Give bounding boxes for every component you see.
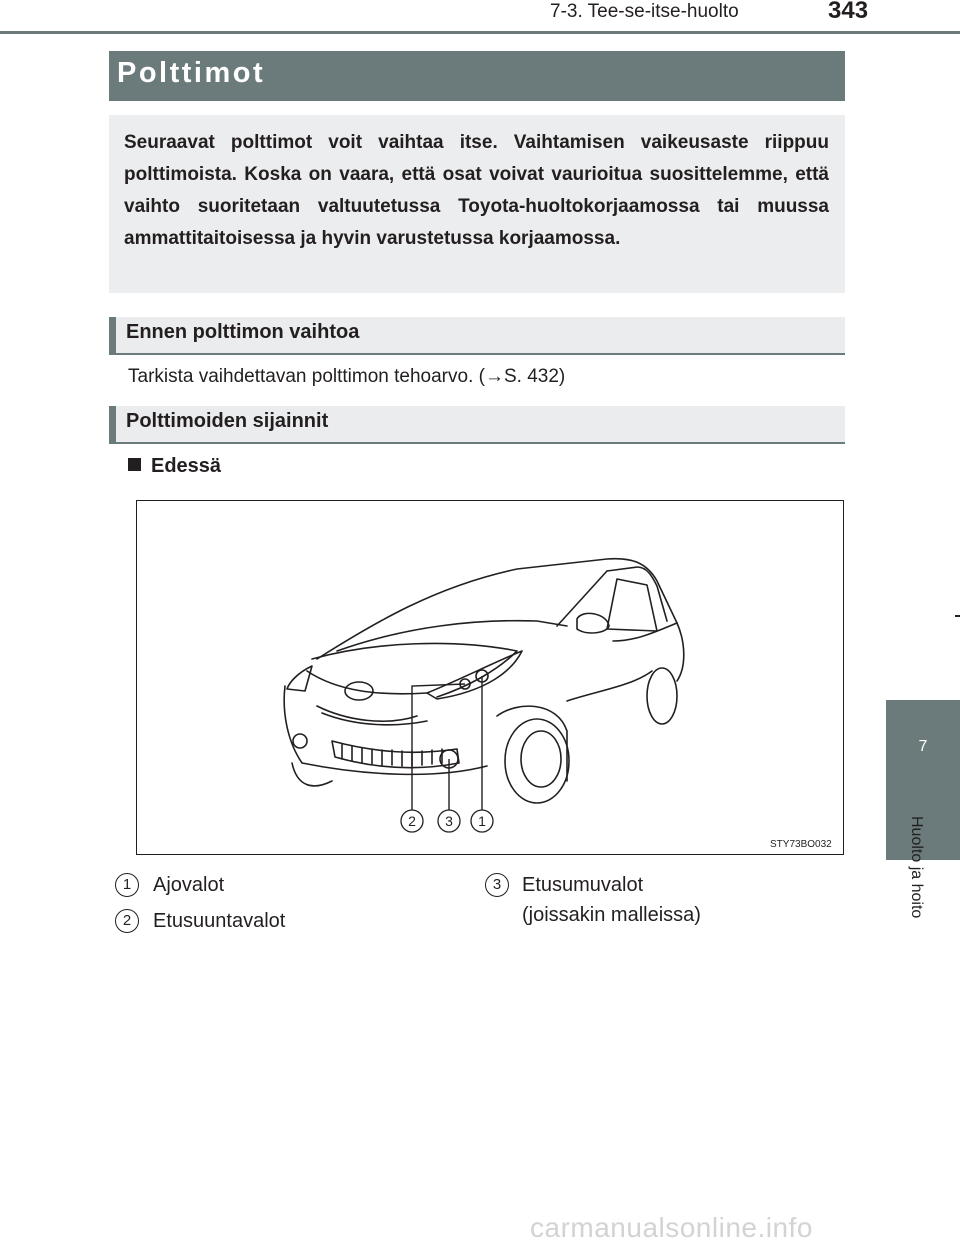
legend-label-headlights: Ajovalot — [153, 874, 225, 896]
legend-number-3: 3 — [485, 873, 509, 897]
legend-label-turn-signals: Etusuuntavalot — [153, 910, 286, 932]
subhead-accent-bar — [109, 406, 116, 442]
legend-label-fog-lights: Etusumuvalot — [522, 874, 644, 896]
section-label-text: Edessä — [151, 455, 222, 477]
hood — [312, 643, 517, 697]
intro-text: Seuraavat polttimot voit vaihtaa itse. Vaihtamisen vaikeusaste riippuu polttimoista. Koska on vaara, että osat voivat vaurioitua suosittelemme, että vaihto suoritetaan valtuutetussa Toyota-huoltokorjaamossa tai muussa ammattitaitoisessa ja hyvin varustetussa korjaamossa. — [124, 132, 829, 249]
car-drawing — [137, 501, 843, 854]
callout-2: 2 — [408, 813, 416, 829]
square-bullet-icon — [128, 458, 141, 471]
roof-line — [317, 559, 677, 659]
watermark: carmanualsonline.info — [530, 1212, 813, 1243]
headlight-right — [427, 651, 522, 699]
figure-code: STY73BO032 — [770, 839, 832, 850]
title-bar — [109, 51, 845, 101]
running-header-section: 7-3. Tee-se-itse-huolto — [550, 1, 739, 22]
callout-1: 1 — [478, 813, 486, 829]
page-title: Polttimot — [117, 57, 266, 89]
chapter-number: 7 — [918, 738, 928, 755]
chapter-label: Huolto ja hoito — [908, 816, 925, 919]
section-label-front — [128, 455, 221, 478]
legend-label-fog-lights-note: (joissakin malleissa) — [522, 904, 701, 926]
subhead-title: Ennen polttimon vaihtoa — [126, 321, 360, 343]
legend-number-1: 1 — [115, 873, 139, 897]
legend-number-2: 2 — [115, 909, 139, 933]
callout-3: 3 — [445, 813, 453, 829]
mirror — [577, 613, 609, 633]
subhead-title: Polttimoiden sijainnit — [126, 410, 329, 432]
subhead-accent-bar — [109, 317, 116, 353]
check-wattage-text: Tarkista vaihdettavan polttimon tehoarvo. (→S. 432) — [128, 366, 566, 387]
intro-box — [109, 115, 845, 293]
subhead-before-replacement — [109, 317, 845, 355]
rear-wheel — [647, 668, 677, 724]
bumper — [284, 686, 487, 774]
car-front-illustration — [136, 500, 844, 855]
subhead-bulb-locations — [109, 406, 845, 444]
page-number: 343 — [828, 0, 869, 24]
side-edge-mark — [955, 615, 960, 617]
callouts — [401, 810, 493, 832]
header-rule — [0, 31, 960, 34]
grille — [332, 741, 459, 768]
